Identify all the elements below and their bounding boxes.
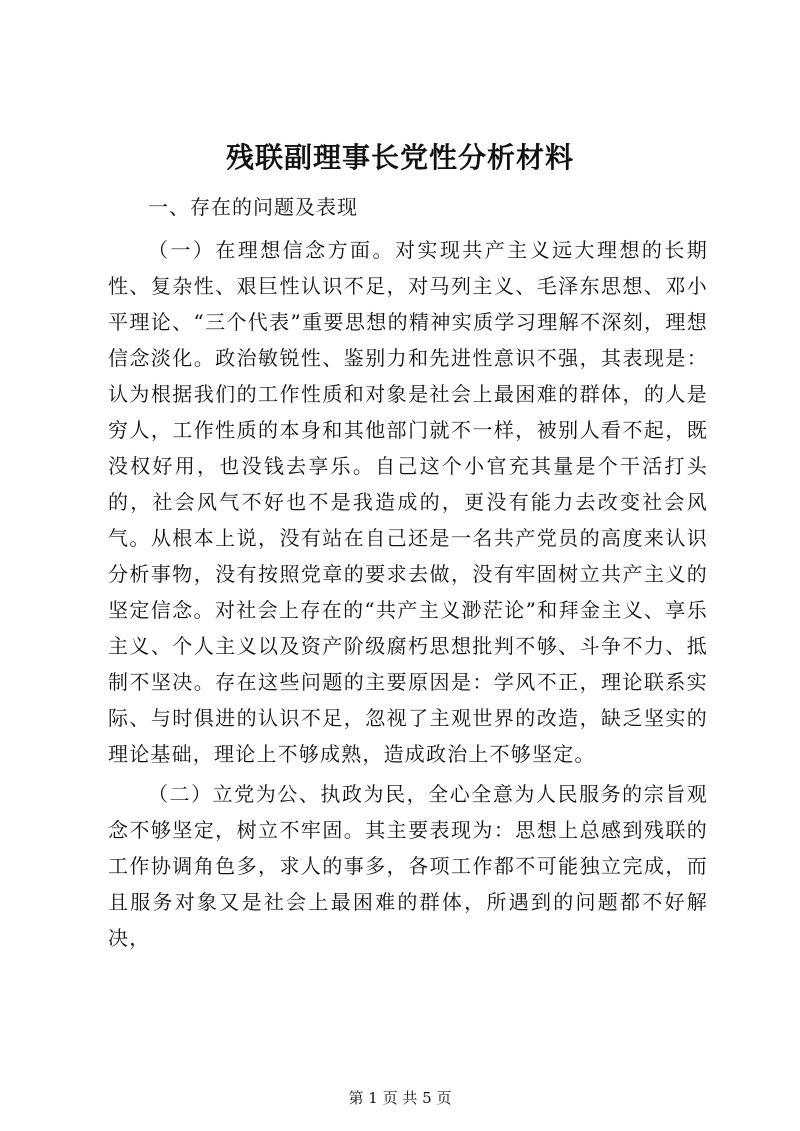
document-title: 残联副理事长党性分析材料 bbox=[225, 141, 574, 174]
document-body bbox=[108, 190, 708, 956]
section-heading: 一、存在的问题及表现 bbox=[148, 195, 358, 219]
page-footer: 第 1 页 共 5 页 bbox=[348, 1089, 452, 1107]
paragraph-1: （一）在理想信念方面。对实现共产主义远大理想的长期性、复杂性、艰巨性认识不足，对马列主义、毛泽东思想、邓小平理论、“三个代表”重要思想的精神实质学习理解不深刻，理想信念淡化。政治敏锐性、鉴别力和先进性意识不强，其表现是：认为根据我们的工作性质和对象是社会上最困难的群体，的人是穷人，工作性质的本身和其他部门就不一样，被别人看不起，既没权好用，也没钱去享乐。自己这个小官充其量是个干活打头的，社会风气不好也不是我造成的，更没有能力去改变社会风气。从根本上说，没有站在自己还是一名共产党员的高度来认识分析事物，没有按照党章的要求去做，没有牢固树立共产主义的坚定信念。对社会上存在的“共产主义渺茫论”和拜金主义、享乐主义、个人主义以及资产阶级腐朽思想批判不够、斗争不力、抵制不坚决。存在这些问题的主要原因是：学风不正，理论联系实际、与时俱进的认识不足，忽视了主观世界的改造，缺乏坚实的理论基础，理论上不够成熟，造成政治上不够坚定。 bbox=[108, 238, 708, 766]
paragraph-2: （二）立党为公、执政为民，全心全意为人民服务的宗旨观念不够坚定，树立不牢固。其主要表现为：思想上总感到残联的工作协调角色多，求人的事多，各项工作都不可能独立完成，而且服务对象又是社会上最困难的群体，所遇到的问题都不好解决， bbox=[108, 782, 708, 950]
